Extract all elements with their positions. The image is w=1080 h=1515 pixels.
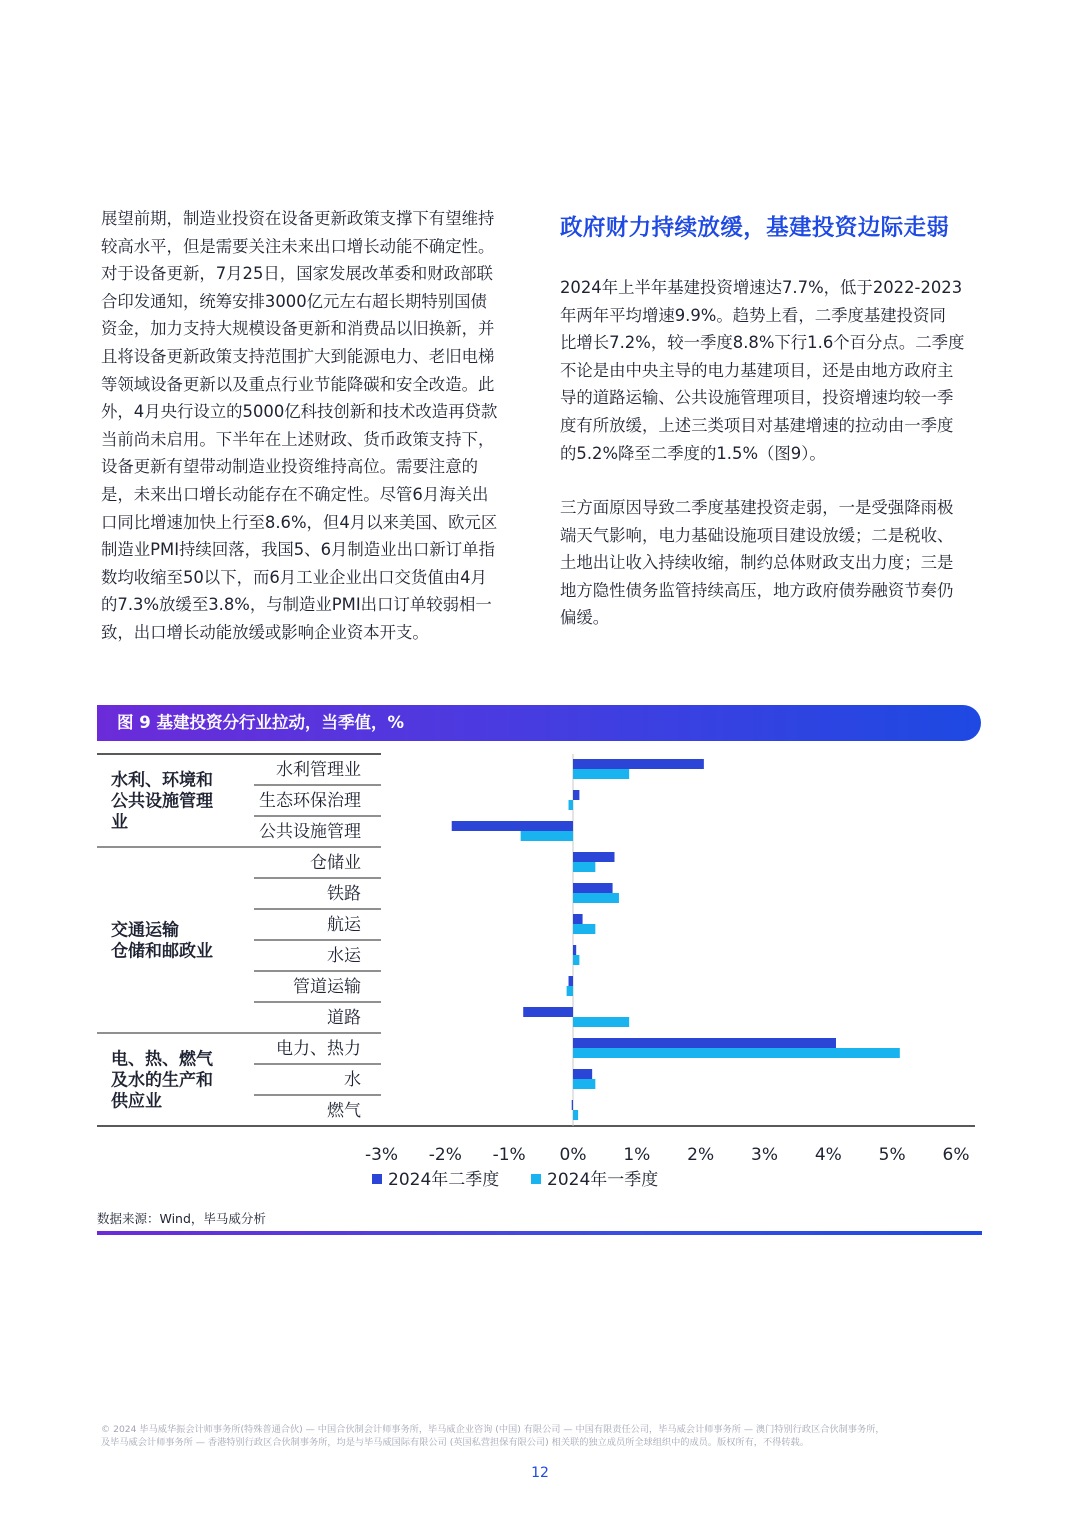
bar-series-1: [573, 914, 583, 924]
right-paragraph-2-line: 地方隐性债务监管持续高压，地方政府债券融资节奏仍: [560, 580, 954, 600]
group-label: 交通运输: [111, 920, 179, 941]
right-paragraph-1-line: 2024年上半年基建投资增速达7.7%，低于2022-2023: [560, 278, 963, 297]
bar-series-2: [573, 1110, 578, 1120]
category-label: 电力、热力: [276, 1039, 361, 1059]
x-tick-label: 2%: [687, 1145, 715, 1165]
left-column-line: 设备更新有望带动制造业投资维持高位。需要注意的: [101, 457, 478, 477]
x-tick-label: 5%: [878, 1145, 906, 1165]
bar-series-1: [573, 852, 614, 862]
bar-series-1: [573, 759, 704, 769]
right-paragraph-1-line: 比增长7.2%，较一季度8.8%下行1.6个百分点。二季度: [560, 333, 965, 353]
left-column-line: 的7.3%放缓至3.8%，与制造业PMI出口订单较弱相一: [101, 595, 492, 615]
right-paragraph-2-line: 土地出让收入持续收缩，制约总体财政支出力度；三是: [560, 553, 954, 573]
left-column-line: 等领域设备更新以及重点行业节能降碳和安全改造。此: [101, 374, 495, 394]
x-tick-label: 4%: [814, 1145, 842, 1165]
footer-copyright-line: © 2024 毕马威华振会计师事务所(特殊普通合伙) — 中国合伙制会计师事务所，毕马威企业咨询 (中国) 有限公司 — 中国有限责任公司，毕马威会计师事务所 — 澳门特别行政区合伙制事务所，: [101, 1424, 885, 1435]
bar-series-2: [573, 955, 579, 965]
category-label: 公共设施管理: [259, 822, 361, 842]
right-paragraph-1-line: 导的道路运输、公共设施管理项目，投资增速均较一季: [560, 388, 954, 408]
figure-caption-banner: 图 9 基建投资分行业拉动，当季值，%: [97, 705, 981, 741]
category-label: 水: [344, 1070, 361, 1090]
bar-chart: [0, 745, 1080, 1200]
bar-series-1: [573, 1038, 836, 1048]
bar-series-2: [567, 986, 573, 996]
bar-series-2: [573, 893, 619, 903]
figure-source: 数据来源：Wind，毕马威分析: [97, 1211, 266, 1226]
group-label: 电、热、燃气: [111, 1049, 213, 1070]
x-tick-label: 0%: [559, 1145, 587, 1165]
left-column-line: 展望前期，制造业投资在设备更新政策支撑下有望维持: [101, 209, 495, 228]
right-paragraph-1-line: 的5.2%降至二季度的1.5%（图9）。: [560, 443, 826, 463]
left-column-line: 致，出口增长动能放缓或影响企业资本开支。: [101, 622, 429, 642]
category-label: 水运: [327, 946, 361, 966]
category-label: 航运: [327, 915, 361, 935]
right-paragraph-1-line: 度有所放缓，上述三类项目对基建增速的拉动由一季度: [560, 415, 954, 435]
bar-series-1: [573, 945, 576, 955]
right-paragraph-2-line: 端天气影响，电力基础设施项目建设放缓；二是税收、: [560, 525, 954, 545]
group-label: 仓储和邮政业: [111, 941, 213, 962]
x-tick-label: -3%: [364, 1145, 399, 1165]
legend-swatch: [372, 1174, 382, 1184]
legend-label: 2024年二季度: [388, 1170, 500, 1190]
left-column-line: 当前尚未启用。下半年在上述财政、货币政策支持下，: [101, 429, 495, 449]
right-paragraph-2-line: 三方面原因导致二季度基建投资走弱，一是受强降雨极: [560, 498, 954, 517]
right-paragraph-2-line: 偏缓。: [560, 608, 610, 628]
group-label: 供应业: [111, 1091, 162, 1112]
x-tick-label: 3%: [751, 1145, 778, 1165]
footer-copyright-line: 及毕马威会计师事务所 — 香港特别行政区合伙制事务所，均是与毕马威国际有限公司 (英国私营担保有限公司) 相关联的独立成员所全球组织中的成员。版权所有，不得转载。: [101, 1437, 809, 1448]
right-paragraph-2: [560, 494, 984, 632]
bar-series-1: [569, 976, 573, 986]
figure-bottom-rule: [97, 1231, 982, 1235]
left-column-line: 合印发通知，统筹安排3000亿元左右超长期特别国债: [101, 291, 487, 311]
group-label: 公共设施管理: [111, 791, 213, 812]
bar-series-2: [573, 1079, 595, 1089]
category-label: 铁路: [327, 884, 361, 904]
legend-swatch: [531, 1174, 541, 1184]
left-column-line: 资金，加力支持大规模设备更新和消费品以旧换新，并: [101, 319, 495, 339]
bar-series-1: [572, 1100, 573, 1110]
bar-series-1: [573, 790, 579, 800]
left-column-line: 数均收缩至50以下，而6月工业企业出口交货值由4月: [101, 567, 487, 587]
left-column-line: 口同比增速加快上行至8.6%，但4月以来美国、欧元区: [101, 512, 498, 532]
left-column-line: 制造业PMI持续回落，我国5、6月制造业出口新订单指: [101, 540, 495, 560]
right-paragraph-1-line: 年两年平均增速9.9%。趋势上看，二季度基建投资同: [560, 305, 946, 325]
bar-series-2: [573, 1017, 629, 1027]
bar-series-2: [521, 831, 573, 841]
left-column-body: [101, 205, 524, 647]
bar-series-2: [573, 924, 595, 934]
bar-series-2: [573, 769, 629, 779]
left-column-line: 较高水平，但是需要关注未来出口增长动能不确定性。: [101, 236, 495, 256]
category-label: 燃气: [327, 1101, 361, 1121]
bar-series-2: [573, 1048, 900, 1058]
x-tick-label: 6%: [942, 1145, 970, 1165]
right-paragraph-1: [560, 274, 984, 467]
group-label: 及水的生产和: [111, 1070, 213, 1091]
group-label: 水利、环境和: [111, 770, 213, 791]
category-label: 道路: [327, 1008, 361, 1028]
footer-copyright: [101, 1423, 981, 1449]
category-label: 生态环保治理: [259, 791, 361, 811]
page-number: 12: [531, 1465, 549, 1481]
left-column-line: 对于设备更新，7月25日，国家发展改革委和财政部联: [101, 264, 493, 284]
right-paragraph-1-line: 不论是由中央主导的电力基建项目，还是由地方政府主: [560, 360, 954, 380]
x-tick-label: 1%: [623, 1145, 651, 1165]
left-column-line: 是，未来出口增长动能存在不确定性。尽管6月海关出: [101, 484, 489, 504]
category-label: 管道运输: [293, 977, 361, 997]
section-title: 政府财力持续放缓，基建投资边际走弱: [560, 215, 950, 241]
legend-label: 2024年一季度: [547, 1170, 659, 1190]
bar-series-2: [569, 800, 573, 810]
x-tick-label: -2%: [428, 1145, 462, 1165]
bar-series-1: [452, 821, 573, 831]
group-label: 业: [111, 812, 128, 833]
left-column-line: 外，4月央行设立的5000亿科技创新和技术改造再贷款: [101, 402, 498, 422]
category-label: 仓储业: [310, 853, 361, 873]
bar-series-1: [573, 883, 613, 893]
category-label: 水利管理业: [276, 760, 361, 780]
bar-series-2: [573, 862, 595, 872]
bar-series-1: [523, 1007, 573, 1017]
x-tick-label: -1%: [492, 1145, 526, 1165]
bar-series-1: [573, 1069, 592, 1079]
left-column-line: 且将设备更新政策支持范围扩大到能源电力、老旧电梯: [101, 346, 495, 366]
